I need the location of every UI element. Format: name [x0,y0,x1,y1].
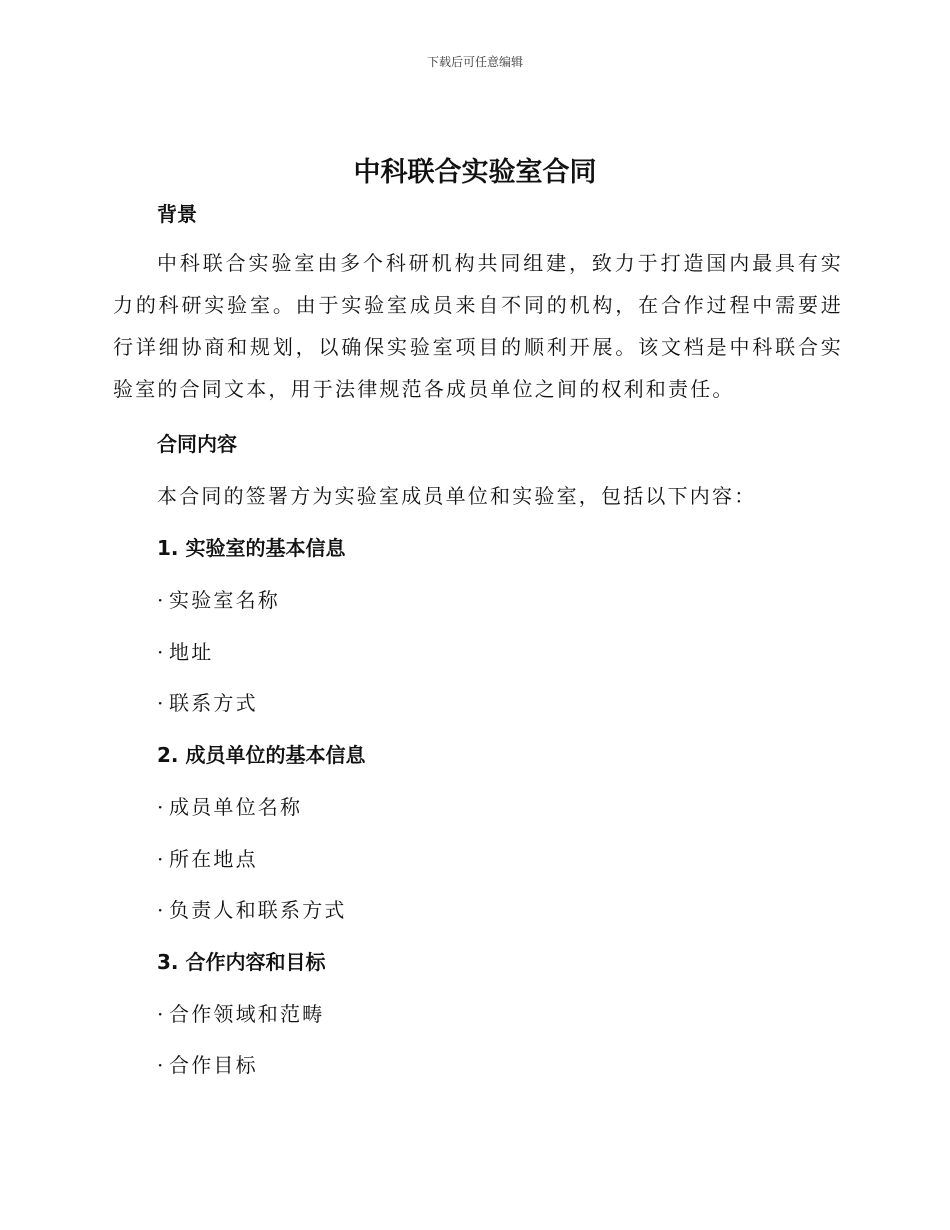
list-item-text: 所在地点 [169,847,258,871]
list-item-text: 成员单位名称 [169,795,303,819]
page-header-note: 下载后可任意编辑 [426,55,523,69]
bullet-dot: · [157,691,166,715]
bullet-dot: · [157,898,166,922]
bullet-dot: · [157,640,166,664]
list-item [157,791,302,820]
section-title: 2. 成员单位的基本信息 [157,743,366,767]
contract-heading: 合同内容 [157,432,237,456]
background-paragraph: 中科联合实验室由多个科研机构共同组建，致力于打造国内最具有实力的科研实验室。由于实验室成员来自不同的机构，在合作过程中需要进行详细协商和规划，以确保实验室项目的顺利开展。该文档是中科联合实验室的合同文本，用于法律规范各成员单位之间的权利和责任。 [113,251,843,401]
contract-intro: 本合同的签署方为实验室成员单位和实验室，包括以下内容： [157,484,757,508]
list-item [157,636,213,665]
list-item [157,843,258,872]
background-heading: 背景 [157,202,197,226]
bullet-dot: · [157,847,166,871]
list-item-text: 负责人和联系方式 [169,898,347,922]
list-item [157,584,280,613]
list-item-text: 实验室名称 [169,588,280,612]
list-item-text: 合作领域和范畴 [169,1002,325,1026]
list-item [157,1049,258,1078]
list-item [157,998,324,1027]
list-item [157,894,347,923]
list-item [157,687,258,716]
list-item-text: 地址 [169,640,214,664]
list-item-text: 联系方式 [169,691,258,715]
bullet-dot: · [157,795,166,819]
bullet-dot: · [157,588,166,612]
document-title: 中科联合实验室合同 [353,157,597,188]
bullet-dot: · [157,1002,166,1026]
section-title: 1. 实验室的基本信息 [157,536,346,560]
section-title: 3. 合作内容和目标 [157,950,326,974]
bullet-dot: · [157,1053,166,1077]
list-item-text: 合作目标 [169,1053,258,1077]
